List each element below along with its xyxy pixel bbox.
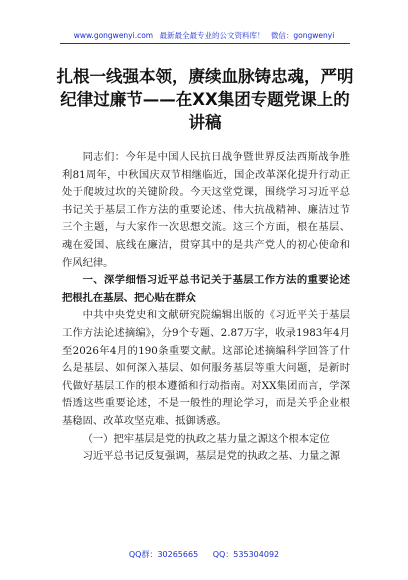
body-paragraph: 习近平总书记反复强调，基层是党的执政之基、力量之源 [82,450,341,463]
document-title: 扎根一线强本领，赓续血脉铸忠魂，严明纪律过廉节——在XX集团专题党课上的讲稿 [56,67,354,132]
header-slogan: 最新最全最专业的公文资料库！ [159,31,265,40]
page-header [0,30,408,41]
section-heading: 一、深学细悟习近平总书记关于基层工作方法的重要论述 把根扎在基层、把心贴在群众 [62,274,350,304]
body-paragraph: 同志们：今年是中国人民抗日战争暨世界反法西斯战争胜利81周年，中秋国庆双节相继临近，国企改革深化提升行动正处于爬坡过坎的关键阶段。今天这堂党课，围绕学习习近平总书记关于基层工作方法的重要论述、伟大抗战精神、廉洁过节三个主题，与大家作一次思想交流。这三个方面，根在基层、魂在爱国、底线在廉洁，贯穿其中的是共产党人的初心使命和作风纪律。 [62,151,350,269]
page-footer [0,549,408,560]
body-paragraph: 中共中央党史和文献研究院编辑出版的《习近平关于基层工作方法论述摘编》，分9个专题、2.87万字，收录1983年4月至2026年4月的190条重要文献。这部论述摘编科学回答了什么是基层、如何深入基层、如何服务基层等重大问题，是新时代做好基层工作的根本遵循和行动指南。对XX集团而言，学深悟透这些重要论述，不是一般性的理论学习，而是关乎企业根基稳固、改革攻坚克难、抵御诱惑。 [62,309,350,427]
subsection-heading: （一）把牢基层是党的执政之基力量之源这个根本定位 [82,432,330,445]
header-wechat: 微信：gongwenyi [270,31,335,40]
footer-qq-group: QQ群：30265665 [128,550,199,559]
header-site-link[interactable]: www.gongwenyi.com [73,31,154,40]
document-body [62,149,350,466]
header-divider [60,43,350,44]
footer-qq: QQ：535304092 [212,550,280,559]
